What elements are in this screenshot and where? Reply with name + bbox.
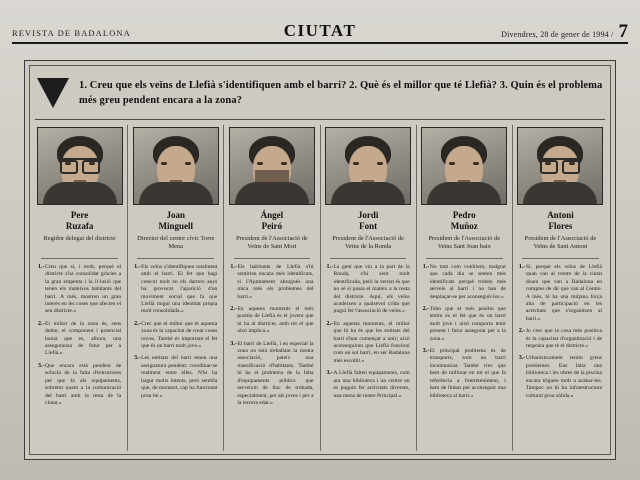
person-name	[159, 210, 194, 231]
answer-item	[38, 321, 121, 358]
interview-column	[516, 125, 605, 451]
article-frame	[24, 60, 616, 460]
column-divider	[234, 258, 311, 259]
answer-number: 2.-	[518, 328, 526, 335]
person-name	[261, 210, 284, 231]
answer-item	[38, 264, 121, 316]
answer-item	[423, 264, 506, 301]
person-role: President de l'Associació de Veïns de Sant Antoni	[524, 235, 597, 250]
question-banner	[35, 71, 605, 115]
answers-block	[35, 264, 124, 412]
answer-item	[423, 306, 506, 343]
answer-text: La gent que viu a la part de la Ronda, s'hi sent molt identificada, però la veritat és que no sé si passa el mateix a la resta del districte. Aquí, els veïns acudeixen a qualsevol crida que pugui fer l'associació de veïns.»	[333, 264, 410, 315]
answer-text: Que encara està pendent de solució de la falta d'estructures pel que fa als equipaments, sobretot quant a la comunicació del barri amb la resta de la ciutat.»	[45, 362, 122, 406]
answer-text: Les entitats del barri tenen una assignatura pendent: coordinar-se realment entre elles. N'hi ha hagut molts intents, però sembla que, de moment, cap ha funcionat prou bé.»	[141, 355, 218, 399]
answer-number: 1.-	[38, 264, 45, 270]
person-name	[451, 210, 478, 231]
answers-block	[131, 264, 220, 405]
answer-item	[134, 264, 217, 316]
person-role: President de l'Associació de Veïns Sant Joan baix	[428, 235, 501, 250]
survey-questions: 1. Creu que els veïns de Llefià s'identifiquen amb el barri? 2. Què és el millor que té Llefià? 3. Quin és el problema més greu pendent encara a la zona?	[79, 80, 603, 106]
answers-block	[516, 264, 605, 405]
column-divider	[426, 258, 503, 259]
interview-column	[324, 125, 413, 451]
portrait-photo	[421, 127, 507, 205]
answer-item	[327, 264, 410, 316]
answer-item	[38, 363, 121, 407]
interview-column	[227, 125, 316, 451]
answer-number: 3.-	[422, 348, 430, 355]
column-divider	[522, 258, 599, 259]
person-name-first: Joan	[166, 210, 186, 220]
publication-title: REVISTA DE BADALONA	[12, 28, 131, 38]
answer-item	[327, 370, 410, 400]
person-name-last: Font	[359, 220, 378, 231]
answer-number: 2.-	[230, 306, 237, 313]
person-name	[66, 210, 94, 231]
answer-item	[327, 321, 410, 365]
person-name-first: Antoni	[547, 210, 574, 220]
portrait-photo	[325, 127, 411, 205]
person-role: Regidor delegat del districte	[43, 235, 116, 242]
answer-number: 2.-	[326, 320, 334, 327]
answer-text: Crec que el millor que té aquesta zona és la capacitat de crear coses noves. També és important el fet que és un barri molt jove.»	[141, 320, 218, 350]
answer-number: 1.-	[230, 264, 237, 270]
answer-text: Els habitants de Llefià s'hi sentirien encara més identificats, si l'Ajuntament abrogués una mica més els problemes del barri.»	[237, 264, 314, 300]
answer-text: Jo crec que la cosa més positiva és la capacitat d'organització i de resposta que té el districte.»	[525, 328, 603, 350]
answer-text: El barri de Llefià, i en especial la zona on està treballant la nostra associació, pateix una massificació d'habitants. També hi ha el problema de la falta d'equipaments públics que serveixin de lloc de trobada, especialment, per als joves i per a la tercera edat.»	[237, 340, 314, 406]
answer-text: Urbanísticament tenim greus problemes. Ens falta una biblioteca i les obres de la piscina encara triguen molt a acabar-les. Tampoc no hi ha infraestructura cultural prou sòlida.»	[525, 355, 603, 399]
answer-item	[230, 306, 313, 336]
answer-text: Si, perquè els veïns de Llefià quan van al centre de la ciutat diuen que van a Badalona en comptes de dir que van al Centre. A més, hi ha una mitjana força alta de participació en les activitats que s'organitzen al barri.»	[525, 264, 603, 322]
answer-number: 3.-	[230, 340, 237, 347]
person-role: President de l'Associació de Veïns de Sant Mori	[236, 235, 308, 250]
answer-item	[519, 355, 602, 399]
interview-column	[35, 125, 124, 451]
answer-number: 1.-	[518, 264, 526, 270]
answer-text: Creu que sí, i molt, perquè el districte s'ha consolidat gràcies a la gran empenta i la il·lusió que tenen els mateixos habitants del barri. A més, mostren un gran interès en les coses que afecten el seu districte.»	[45, 264, 122, 315]
column-divider	[137, 258, 214, 259]
person-name-last: Peiró	[261, 220, 283, 231]
answer-item	[230, 341, 313, 408]
answers-block	[227, 264, 316, 412]
column-divider	[330, 258, 407, 259]
answer-number: 1.-	[134, 264, 141, 270]
person-name-last: Ruzafa	[65, 220, 94, 231]
person-name	[547, 210, 574, 231]
person-role: Director del centre cívic Torre Mena	[137, 235, 215, 250]
answer-text: El millor de la zona és, sens dubte, el component i potencial humà que es, alhora, una asseguranza de futur per a Llefià.»	[45, 320, 122, 357]
answer-item	[519, 264, 602, 323]
answer-item	[423, 348, 506, 400]
answer-number: 1.-	[422, 264, 430, 270]
person-name-first: Pere	[70, 210, 89, 220]
answer-number: 3.-	[326, 370, 334, 377]
answer-item	[134, 321, 217, 351]
answer-text: A Llefià falten equipaments, com ara una biblioteca i un centre on es puguin fer activitats diverses, una mena de teatre Principal.»	[333, 370, 410, 399]
portrait-photo	[37, 127, 123, 205]
interview-columns	[35, 125, 605, 451]
answer-number: 2.-	[134, 320, 141, 327]
person-name	[358, 210, 379, 231]
answer-number: 2.-	[38, 320, 45, 327]
portrait-photo	[229, 127, 315, 205]
interview-column	[420, 125, 509, 451]
person-name-last: Flores	[548, 220, 573, 231]
answer-text: No tant com voldríem, malgrat que cada dia se senten més identificats perquè troben més serveis al barri i no han de desplaçar-se per aconseguir-los.»	[429, 264, 506, 300]
person-name-last: Muñoz	[450, 220, 478, 231]
answer-item	[230, 264, 313, 301]
answer-item	[134, 355, 217, 399]
answer-number: 3.-	[518, 355, 526, 362]
banner-divider	[35, 119, 605, 120]
person-name-last: Minguell	[158, 220, 194, 231]
issue-date: Divendres, 28 de gener de 1994 /	[501, 30, 614, 39]
answer-text: Els veïns s'identifiquen totalment amb el barri. El fet que hagi crescut molt en els darrers anys ha provocat l'aparició d'un moviment social que fa que Llefià tingui una identitat pròpia molt consolidada.»	[141, 264, 218, 315]
answer-text: El principal problema és de transports, som un barri incomunicat. També crec que hem de millorar en tot el que fa referència a l'entreteniment, i hem de lluitar per aconseguir una biblioteca al barri.»	[429, 348, 506, 399]
answer-number: 1.-	[326, 264, 334, 270]
answer-text: En aquests moments el més positiu de Llefià és el jovent que hi ha al districte, amb tot el que això implica.»	[237, 306, 314, 335]
person-name-first: Pedro	[452, 210, 476, 220]
interview-column	[131, 125, 220, 451]
masthead	[12, 14, 628, 44]
answer-number: 3.-	[38, 362, 45, 369]
portrait-photo	[517, 127, 603, 205]
answer-text: En aquests moments, el millor que hi ha és que les entitats del barri s'han començat a unir; això aconseguiran que Llefià funcioni com un sol barri, en ser Badalona més escollit.»	[333, 320, 410, 364]
person-role: President de l'Associació de Veïns de la Ronda	[332, 235, 404, 250]
person-name-first: Ángel	[260, 210, 284, 220]
answer-number: 2.-	[422, 306, 430, 313]
answer-text: Tobo que el més positiu que tenim és el fet que és un barri molt jove i això comporta tenir present i futur assegurat per a la zona.»	[429, 306, 506, 342]
column-divider	[41, 258, 118, 259]
portrait-photo	[133, 127, 219, 205]
answers-block	[420, 264, 509, 405]
section-title: CIUTAT	[283, 21, 357, 40]
answer-number: 3.-	[134, 355, 141, 362]
person-name-first: Jordi	[357, 210, 379, 220]
answers-block	[324, 264, 413, 405]
page-number: 7	[618, 21, 628, 42]
triangle-marker-icon	[35, 76, 71, 110]
answer-item	[519, 328, 602, 350]
